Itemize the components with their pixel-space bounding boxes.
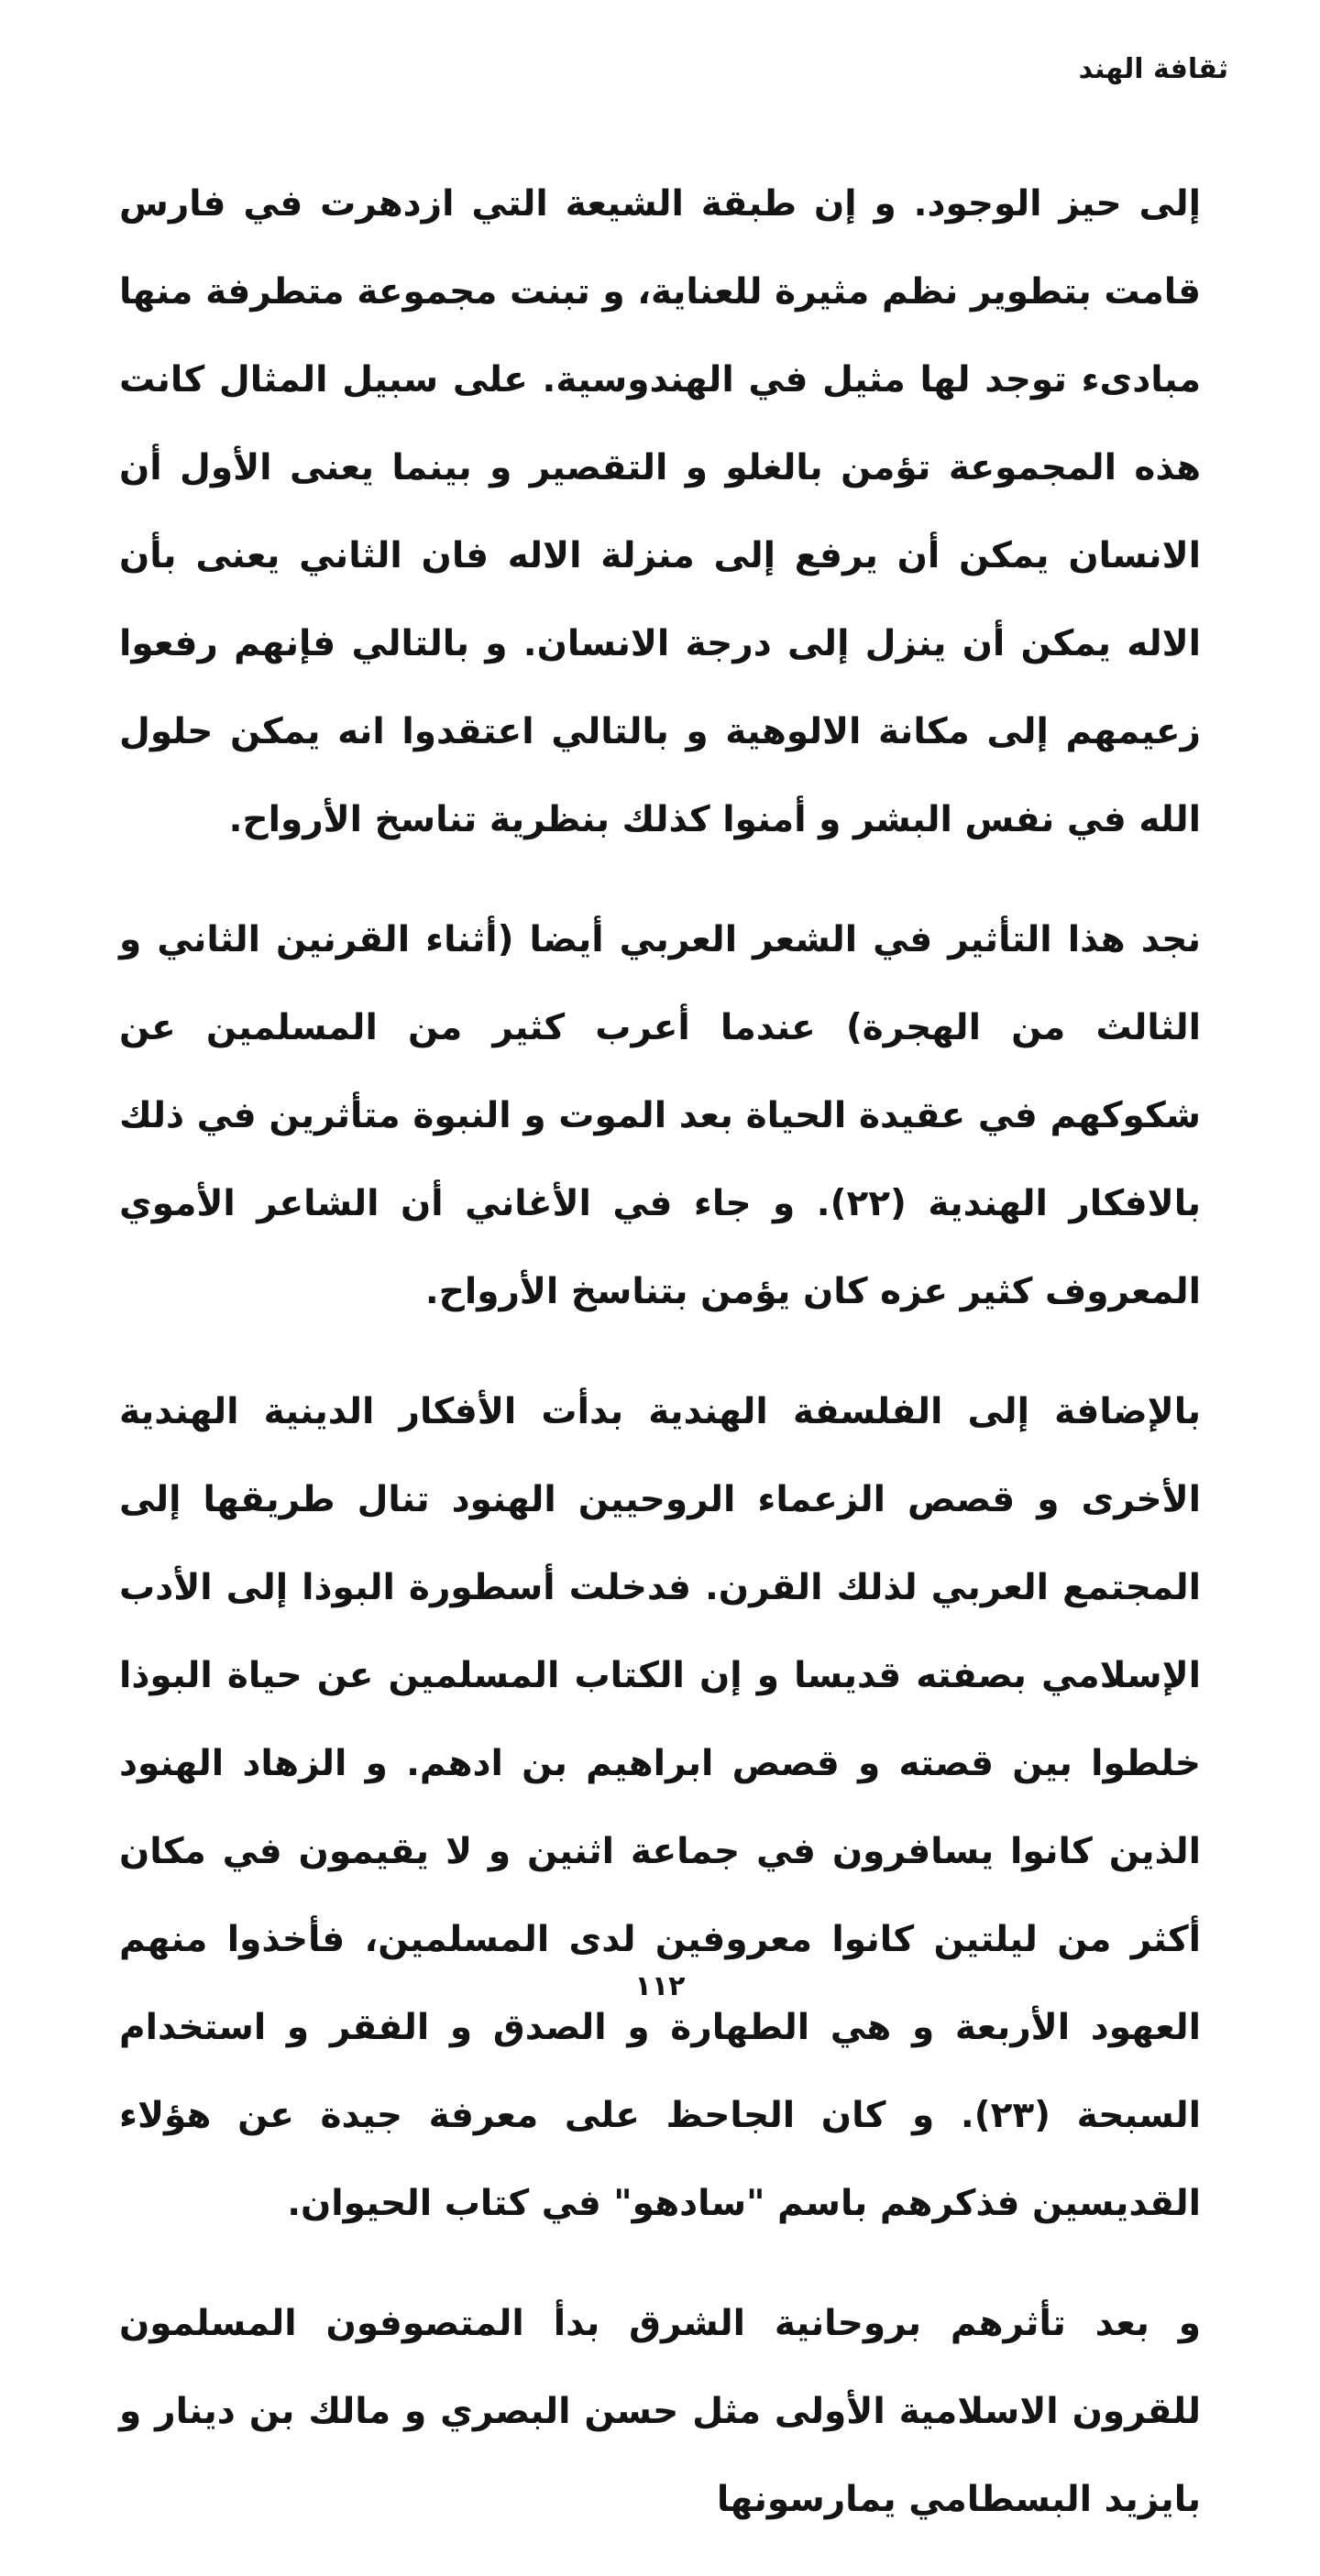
running-header: ثقافة الهند [1078, 53, 1228, 85]
paragraph-2: نجد هذا التأثير في الشعر العربي أيضا (أثناء القرنين الثاني و الثالث من الهجرة) عندما أعرب كثير من المسلمين عن شكوكهم في عقيدة الحياة بعد الموت و النبوة متأثرين في ذلك بالافكار الهندية (٢٢). و جاء في الأغاني أن الشاعر الأموي المعروف كثير عزه كان يؤمن بتناسخ الأرواح. [119, 919, 1201, 1312]
paragraph-3: بالإضافة إلى الفلسفة الهندية بدأت الأفكار الدينية الهندية الأخرى و قصص الزعماء الروحيين الهنود تنال طريقها إلى المجتمع العربي لذلك القرن. فدخلت أسطورة البوذا إلى الأدب الإسلامي بصفته قديسا و إن الكتاب المسلمين عن حياة البوذا خلطوا بين قصته و قصص ابراهيم بن ادهم. و الزهاد الهنود الذين كانوا يسافرون في جماعة اثنين و لا يقيمون في مكان أكثر من ليلتين كانوا معروفين لدى المسلمين، فأخذوا منهم العهود الأربعة و هي الطهارة و الصدق و الفقر و استخدام السبحة (٢٣). و كان الجاحظ على معرفة جيدة عن هؤلاء القديسين فذكرهم باسم "سادهو" في كتاب الحيوان. [119, 1391, 1201, 2224]
body-text [119, 160, 1201, 2576]
page-number: ١١٢ [634, 1970, 686, 2002]
paragraph-4: و بعد تأثرهم بروحانية الشرق بدأ المتصوفون المسلمون للقرون الاسلامية الأولى مثل حسن البصري و مالك بن دينار و بايزيد البسطامي يمارسونها [119, 2303, 1201, 2520]
paragraph-1: إلى حيز الوجود. و إن طبقة الشيعة التي ازدهرت في فارس قامت بتطوير نظم مثيرة للعناية، و تبنت مجموعة متطرفة منها مبادىء توجد لها مثيل في الهندوسية. على سبيل المثال كانت هذه المجموعة تؤمن بالغلو و التقصير و بينما يعنى الأول أن الانسان يمكن أن يرفع إلى منزلة الاله فان الثاني يعنى بأن الاله يمكن أن ينزل إلى درجة الانسان. و بالتالي فإنهم رفعوا زعيمهم إلى مكانة الالوهية و بالتالي اعتقدوا انه يمكن حلول الله في نفس البشر و أمنوا كذلك بنظرية تناسخ الأرواح. [119, 183, 1201, 840]
